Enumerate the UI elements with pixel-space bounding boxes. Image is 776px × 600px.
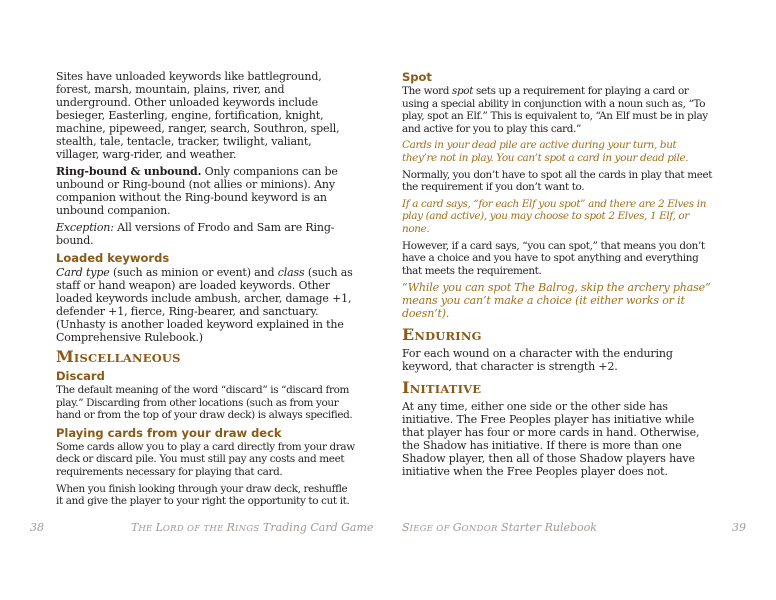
- loaded-text-b: (such as staff or hand weapon) are loaded keywords. Other loaded keywords include ambush, archer, damage +1, defender +1, fierce, Ring-bearer, and sanctuary. (Unhasty is another loaded keyword explained in the Comprehensive Rulebook.): [56, 266, 353, 344]
- exception-label: Exception:: [56, 221, 114, 234]
- discard-paragraph: The default meaning of the word “discard” is “discard from play.” Discarding from other locations (such as from your hand or from the top of your draw deck) is always specified.: [56, 384, 353, 422]
- discard-heading: Discard: [56, 369, 105, 383]
- exception-text: All versions of Frodo and Sam are Ring-bound.: [56, 221, 335, 247]
- initiative-cap: I: [402, 378, 410, 398]
- footer-title-left-part: INGS: [234, 524, 260, 534]
- footer-title-right-part: Starter Rulebook: [497, 521, 597, 534]
- spot-heading: Spot: [402, 70, 432, 84]
- spot-text-a: The word: [402, 85, 452, 97]
- footer-title-left-part: HE: [138, 524, 156, 534]
- loaded-keywords-paragraph: [56, 266, 356, 344]
- footer-title-left-part: ORD OF THE: [162, 524, 227, 534]
- spot-paragraph-3: However, if a card says, “you can spot,” that means you don’t have a choice and you have to spot anything and everything that meets the requirement.: [402, 239, 705, 277]
- right-column: [402, 70, 714, 482]
- enduring-paragraph: For each wound on a character with the enduring keyword, that character is strength +2.: [402, 347, 673, 374]
- page-number-right: 39: [732, 521, 746, 534]
- card-type-term: Card type: [56, 266, 110, 279]
- footer-title-right-part: IEGE OF: [409, 524, 453, 534]
- footer-title-right: [402, 521, 597, 534]
- sites-keywords-paragraph: Sites have unloaded keywords like battleground, forest, marsh, mountain, plains, river, and underground. Other unloaded keywords include besieger, Easterling, engine, fortification, knight, machine, pipeweed, ranger, search, Southron, spell, stealth, tale, tentacle, tracker, twilight, valiant, villager, warg-rider, and weather.: [56, 70, 340, 161]
- class-term: class: [277, 266, 305, 279]
- footer-title-right-part: S: [402, 521, 410, 534]
- spot-paragraph-1: [402, 85, 714, 135]
- page-number-left: 38: [30, 521, 44, 534]
- footer-title-right-part: ONDOR: [461, 524, 498, 534]
- spot-example-2: If a card says, “for each Elf you spot” and there are 2 Elves in play (and active), you may choose to spot 2 Elves, 1 Elf, or none.: [402, 197, 707, 235]
- loaded-text-a: (such as minion or event) and: [109, 266, 278, 279]
- spot-paragraph-2: Normally, you don’t have to spot all the cards in play that meet the requirement if you don’t want to.: [402, 168, 713, 194]
- footer-title-left-part: Trading Card Game: [259, 521, 374, 534]
- initiative-rest: NITIATIVE: [409, 382, 482, 397]
- loaded-keywords-heading: Loaded keywords: [56, 251, 170, 265]
- miscellaneous-heading: [56, 348, 356, 367]
- left-column: [56, 70, 356, 512]
- initiative-paragraph: At any time, either one side or the other side has initiative. The Free Peoples player has initiative while that player has four or more cards in hand. Otherwise, the Shadow has initiative. If there is more than one Shadow player, then all of those Shadow players have initiative when the Free Peoples player does not.: [402, 400, 700, 479]
- ring-bound-paragraph: [56, 165, 356, 217]
- footer-title-left-part: T: [131, 521, 139, 534]
- miscellaneous-cap: M: [56, 347, 74, 366]
- ring-bound-text: Only companions can be unbound or Ring-bound (not allies or minions). Any companion without the Ring-bound keyword is an unbound companion.: [56, 165, 338, 217]
- spot-example-1: Cards in your dead pile are active during your turn, but they’re not in play. You can’t spot a card in your dead pile.: [402, 139, 689, 164]
- enduring-heading: [402, 326, 714, 345]
- footer-title-left-part: L: [155, 521, 163, 534]
- enduring-cap: E: [402, 325, 415, 345]
- initiative-heading: [402, 379, 714, 398]
- exception-paragraph: [56, 221, 356, 247]
- playing-cards-paragraph-1: Some cards allow you to play a card directly from your draw deck or discard pile. You must still pay any costs and meet requirements necessary for playing that card.: [56, 440, 355, 478]
- footer-title-left: [131, 521, 373, 534]
- spot-example-3: “While you can spot The Balrog, skip the archery phase” means you can’t make a choice (it either works or it doesn’t).: [402, 281, 711, 321]
- footer-title-right-part: G: [452, 521, 462, 534]
- footer-title-left-part: R: [226, 521, 235, 534]
- playing-cards-heading: Playing cards from your draw deck: [56, 425, 282, 440]
- ring-bound-term: Ring-bound & unbound.: [56, 165, 202, 178]
- playing-cards-paragraph-2: When you finish looking through your draw deck, reshuffle it and give the player to your right the opportunity to cut it.: [56, 482, 350, 508]
- miscellaneous-rest: ISCELLANEOUS: [73, 351, 181, 365]
- enduring-rest: NDURING: [414, 329, 482, 344]
- spot-text-b: sets up a requirement for playing a card or using a special ability in conjunction with a noun such as, “To play, spot an Elf.” This is equivalent to, “An Elf must be in play and active for you to play this card.”: [402, 85, 708, 135]
- spot-term: spot: [452, 85, 474, 97]
